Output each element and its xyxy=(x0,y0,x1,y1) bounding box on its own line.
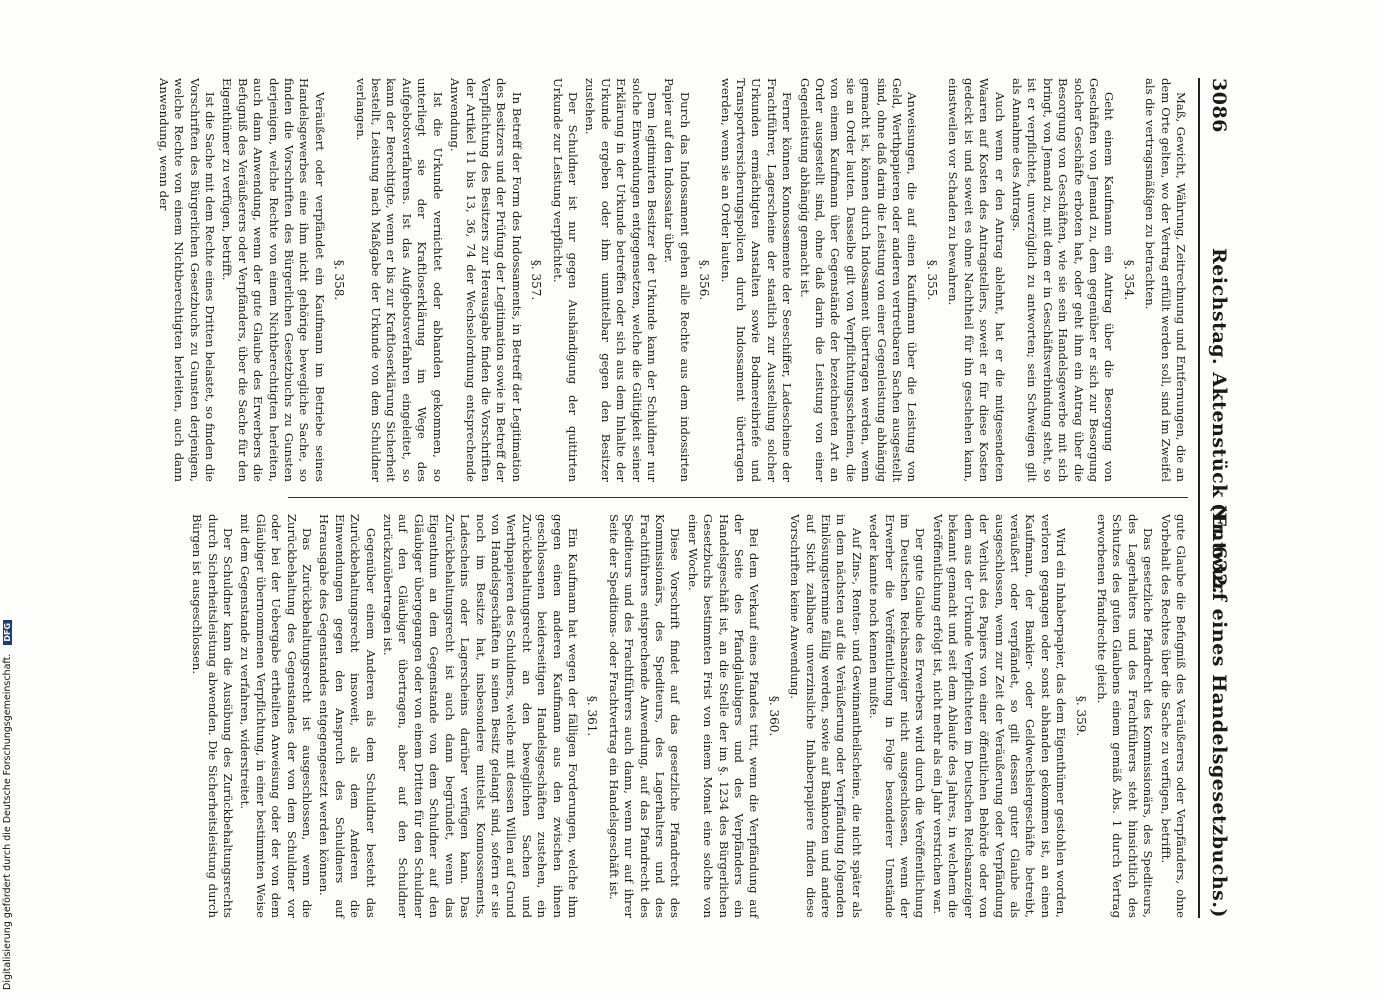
paragraph: Geht einem Kaufmann ein Antrag über die Besorgung von Geschäften von Jemand zu, dem gegenüber er sich zur Besorgung solcher Geschäfte erboten hat, oder geht ihm ein Antrag über die Besorgung von Geschäften, wie sie sein Handelsgewerbe mit sich bringt, von Jemand zu, mit dem er in Geschäftsverbindung steht, so ist er verpflichtet, unverzüglich zu antworten; sein Schweigen gilt als Annahme des Antrags. xyxy=(1009,78,1117,482)
rotated-page-content xyxy=(156,78,1232,918)
paragraph: Gegenüber einem Anderen als dem Schuldner besteht das Zurückbehaltungsrecht insoweit, als dem Anderen die Einwendungen gegen den Anspruch des Schuldners auf Herausgabe des Gegenstandes entgegengesetzt werden können. xyxy=(317,514,378,918)
document-subtitle: (Entwurf eines Handelsgesetzbuchs.) xyxy=(1208,503,1230,918)
credit-text: Digitalisierung gefördert durch die Deutsche Forschungsgemeinschaft. xyxy=(2,653,13,990)
left-column xyxy=(156,78,1188,482)
paragraph: Der Schuldner kann die Ausübung des Zurückbehaltungsrechts durch Sicherheitsleistung abwenden. Die Sicherheitsleistung durch Bürgen ist ausgeschlossen. xyxy=(190,514,236,918)
paragraph: Auf Zins-, Renten- und Gewinnantheilscheine, die nicht später als in dem nächsten auf die Veräußerung oder Verpfändung folgenden Einlösungstermine fällig werden, sowie auf Banknoten und andere auf Sicht zahlbare unverzinsliche Inhaberpapiere finden diese Vorschriften keine Anwendung. xyxy=(788,514,864,918)
paragraph: In Betreff der Form des Indossaments, in Betreff der Legitimation des Besitzers und der Prüfung der Legitimation sowie in Betreff der Verpflichtung des Besitzers zur Herausgabe finden die Vorschriften der Artikel 11 bis 13, 36, 74 der Wechselordnung entsprechende Anwendung. xyxy=(448,78,524,482)
paragraph: Ist die Urkunde vernichtet oder abhanden gekommen, so unterliegt sie der Kraftloserklärung im Wege des Aufgebotsverfahrens. Ist das Aufgebotsverfahren eingeleitet, so kann der Berechtigte, wenn er bis zur Kraftloserklärung Sicherheit bestellt, Leistung nach Maßgabe der Urkunde von dem Schuldner verlangen. xyxy=(353,78,445,482)
column-divider xyxy=(288,497,1188,498)
section-heading: §. 357. xyxy=(529,259,544,301)
paragraph: Anweisungen, die auf einen Kaufmann über die Leistung von Geld, Werthpapieren oder anderen vertretbaren Sachen ausgestellt sind, ohne daß darin die Leistung von einer Gegenleistung abhängig gemacht ist, können durch Indossament übertragen werden, wenn sie an Order lauten. Dasselbe gilt von Verpflichtungsscheinen, die von einem Kaufmann über Gegenstände der bezeichneten Art an Order ausgestellt sind, ohne daß darin die Leistung von einer Gegenleistung abhängig gemacht ist. xyxy=(797,78,920,482)
paragraph: Ferner können Konnossemente der Seeschiffer, Ladescheine der Frachtführer, Lagerscheine der staatlich zur Ausstellung solcher Urkunden ermächtigten Anstalten sowie Bodmereibriefe und Transportversicherungspolicen durch Indossament übertragen werden, wenn sie an Order lauten. xyxy=(718,78,795,482)
right-column xyxy=(190,514,1188,918)
paragraph: Ein Kaufmann hat wegen der fälligen Forderungen, welche ihm gegen einen anderen Kaufmann aus den zwischen ihnen geschlossenen beiderseitigen Handelsgeschäften zustehen, ein Zurückbehaltungsrecht an den beweglichen Sachen und Werthpapieren des Schuldners, welche mit dessen Willen auf Grund von Handelsgeschäften in seinen Besitz gelangt sind, sofern er sie noch im Besitze hat, insbesondere mittelst Konnossements, Ladescheins oder Lagerscheins darüber verfügen kann. Das Zurückbehaltungsrecht ist auch dann begründet, wenn das Eigenthum an dem Gegenstande von dem Schuldner auf den Gläubiger übergegangen oder von einem Dritten für den Schuldner auf den Gläubiger übertragen, aber auf den Schuldner zurückzuübertragen ist. xyxy=(381,514,580,918)
paragraph: Der Schuldner ist nur gegen Aushändigung der quittirten Urkunde zur Leistung verpflichtet. xyxy=(550,78,580,482)
paragraph: Der gute Glaube des Erwerbers wird durch die Veröffentlichung im Deutschen Reichsanzeiger nicht ausgeschlossen, wenn der Erwerber die Veröffentlichung in Folge besonderer Umstände weder kannte noch kennen mußte. xyxy=(867,514,928,918)
paragraph: Diese Vorschrift findet auf das gesetzliche Pfandrecht des Kommissionärs, des Spediteurs, des Lagerhalters und des Frachtführers entsprechende Anwendung, auf das Pfandrecht des Spediteurs und des Frachtführers auch dann, wenn nur auf ihrer Seite der Speditions- oder Frachtvertrag ein Handelsgeschäft ist. xyxy=(606,514,683,918)
digitization-credit xyxy=(2,18,18,990)
section-heading: §. 355. xyxy=(924,259,939,301)
paragraph: Ist die Sache mit dem Rechte eines Dritten belastet, so finden die Vorschriften des Bürgerlichen Gesetzbuchs zu Gunsten derjenigen, welche Rechte von einem Nichtberechtigten herleiten, auch dann Anwendung, wenn der xyxy=(156,78,218,482)
paragraph: Auch wenn er den Antrag ablehnt, hat er die mitgesendeten Waaren auf Kosten des Antragstellers, soweit er für diese Kosten gedeckt ist und soweit es ohne Nachtheil für ihn geschehen kann, einstweilen vor Schaden zu bewahren. xyxy=(946,78,1007,482)
page-title: Reichstag. Aktenstück Nr. 632. xyxy=(1208,248,1230,595)
paragraph: Durch das Indossament gehen alle Rechte aus dem indossirten Papier auf den Indossatar über. xyxy=(662,78,692,482)
header-rule xyxy=(1198,78,1200,918)
section-heading: §. 358. xyxy=(332,259,347,301)
paragraph: Bei dem Verkauf eines Pfandes tritt, wenn die Verpfändung auf der Seite des Pfandgläubigers und des Verpfänders ein Handelsgeschäft ist, an die Stelle der im §. 1234 des Bürgerlichen Gesetzbuchs bestimmten Frist von einem Monat eine solche von einer Woche. xyxy=(685,514,762,918)
paragraph: Veräußert oder verpfändet ein Kaufmann im Betriebe seines Handelsgewerbes eine ihm nicht gehörige bewegliche Sache, so finden die Vorschriften des Bürgerlichen Gesetzbuchs zu Gunsten derjenigen, welche Rechte von einem Nichtberechtigten herleiten, auch dann Anwendung, wenn der gute Glaube des Erwerbers die Befugniß des Veräußerers oder Verpfänders, über die Sache für den Eigenthümer zu verfügen, betrifft. xyxy=(220,78,327,482)
page-header xyxy=(1202,78,1232,918)
section-heading: §. 356. xyxy=(697,259,712,301)
paragraph: Das gesetzliche Pfandrecht des Kommissionärs, des Spediteurs, des Lagerhalters und des Frachtführers steht hinsichtlich des Schutzes des guten Glaubens einem gemäß Abs. 1 durch Vertrag erworbenen Pfandrechte gleich. xyxy=(1094,514,1156,918)
section-heading: §. 361. xyxy=(585,695,600,737)
section-heading: §. 354. xyxy=(1121,259,1136,301)
paragraph: gute Glaube die Befugniß des Veräußerers oder Verpfänders, ohne Vorbehalt des Rechtes über die Sache zu verfügen, betrifft. xyxy=(1158,514,1188,918)
page-number: 3086 xyxy=(1208,78,1230,133)
paragraph: Maß, Gewicht, Währung, Zeitrechnung und Entfernungen, die an dem Orte gelten, wo der Vertrag erfüllt werden soll, sind im Zweifel als die vertragsmäßigen zu betrachten. xyxy=(1143,78,1188,482)
paragraph: Das Zurückbehaltungsrecht ist ausgeschlossen, wenn die Zurückbehaltung des Gegenstandes der von dem Schuldner vor oder bei der Uebergabe ertheilten Anweisung oder der von dem Gläubiger übernommenen Verpflichtung, in einer bestimmten Weise mit dem Gegenstande zu verfahren, widerstreitet. xyxy=(238,514,315,918)
paragraph: Wird ein Inhaberpapier, das dem Eigenthümer gestohlen worden, verloren gegangen oder sonst abhanden gekommen ist, an einen Kaufmann, der Bankier- oder Geldwechslergeschäfte betreibt, veräußert oder verpfändet, so gilt dessen guter Glaube als ausgeschlossen, wenn zur Zeit der Veräußerung oder Verpfändung der Verlust des Papiers von einer öffentlichen Behörde oder von dem aus der Urkunde Verpflichteten im Deutschen Reichsanzeiger bekannt gemacht und seit dem Ablaufe des Jahres, in welchem die Veröffentlichung erfolgt ist, nicht mehr als ein Jahr verstrichen war. xyxy=(930,514,1069,918)
section-heading: §. 359. xyxy=(1073,695,1088,737)
dfg-logo: DFG xyxy=(3,620,12,645)
section-heading: §. 360. xyxy=(766,695,781,737)
paragraph: Dem legitimirten Besitzer der Urkunde kann der Schuldner nur solche Einwendungen entgegensetzen, welche die Gültigkeit seiner Erklärung in der Urkunde betreffen oder sich aus dem Inhalte der Urkunde ergeben oder ihm unmittelbar gegen den Besitzer zustehen. xyxy=(583,78,659,482)
